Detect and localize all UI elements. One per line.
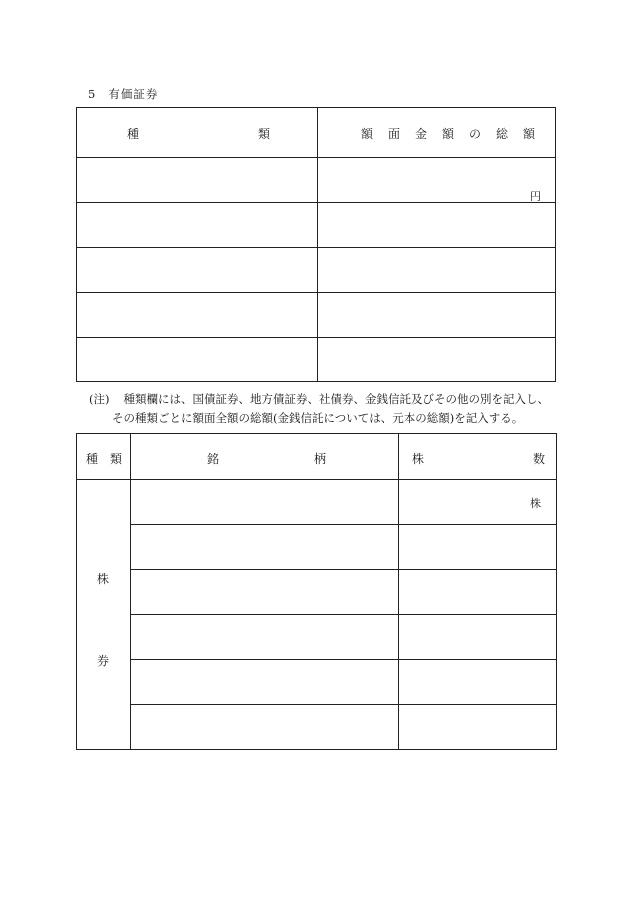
section-number: 5	[88, 87, 97, 101]
header-amount-char: 面	[388, 127, 401, 141]
header-count-char: 数	[533, 452, 546, 466]
note-tag: (注)	[89, 392, 110, 406]
header-kind	[77, 108, 317, 158]
header-amount-char: 額	[361, 127, 374, 141]
header-kind: 種 類	[86, 452, 123, 466]
row-divider	[130, 524, 556, 525]
row-divider	[77, 337, 555, 338]
header-amount-char: 額	[523, 127, 536, 141]
section-title-text: 有価証券	[108, 87, 159, 101]
header-count-char: 株	[412, 452, 425, 466]
header-brand-char: 柄	[314, 452, 327, 466]
note-line-1: 種類欄には、国債証券、地方債証券、社債券、金銭信託及びその他の別を記入し、	[123, 392, 549, 406]
row-divider	[130, 569, 556, 570]
header-amount	[317, 108, 555, 158]
column-divider	[130, 434, 131, 749]
header-amount-char: 金	[415, 127, 428, 141]
row-divider	[77, 292, 555, 293]
kind-label-char: 券	[97, 654, 110, 668]
row-divider	[77, 202, 555, 203]
header-amount-char: 額	[442, 127, 455, 141]
header-kind-char: 類	[258, 127, 271, 141]
row-divider	[77, 479, 556, 480]
header-kind-char: 種	[127, 127, 140, 141]
stock-table	[76, 433, 557, 750]
row-divider	[130, 614, 556, 615]
row-divider	[77, 247, 555, 248]
header-amount-char: の	[469, 127, 482, 141]
header-amount-char: 総	[496, 127, 509, 141]
securities-table	[76, 107, 556, 382]
header-brand-char: 銘	[207, 452, 220, 466]
section-title	[88, 86, 158, 102]
row-divider	[130, 704, 556, 705]
note	[89, 390, 569, 428]
unit-shares: 株	[530, 497, 541, 510]
column-divider	[398, 434, 399, 749]
unit-yen: 円	[530, 190, 541, 203]
row-divider	[130, 659, 556, 660]
kind-label-char: 株	[97, 572, 110, 586]
note-line-2: その種類ごとに額面全額の総額(金銭信託については、元本の総額)を記入する。	[112, 411, 524, 425]
